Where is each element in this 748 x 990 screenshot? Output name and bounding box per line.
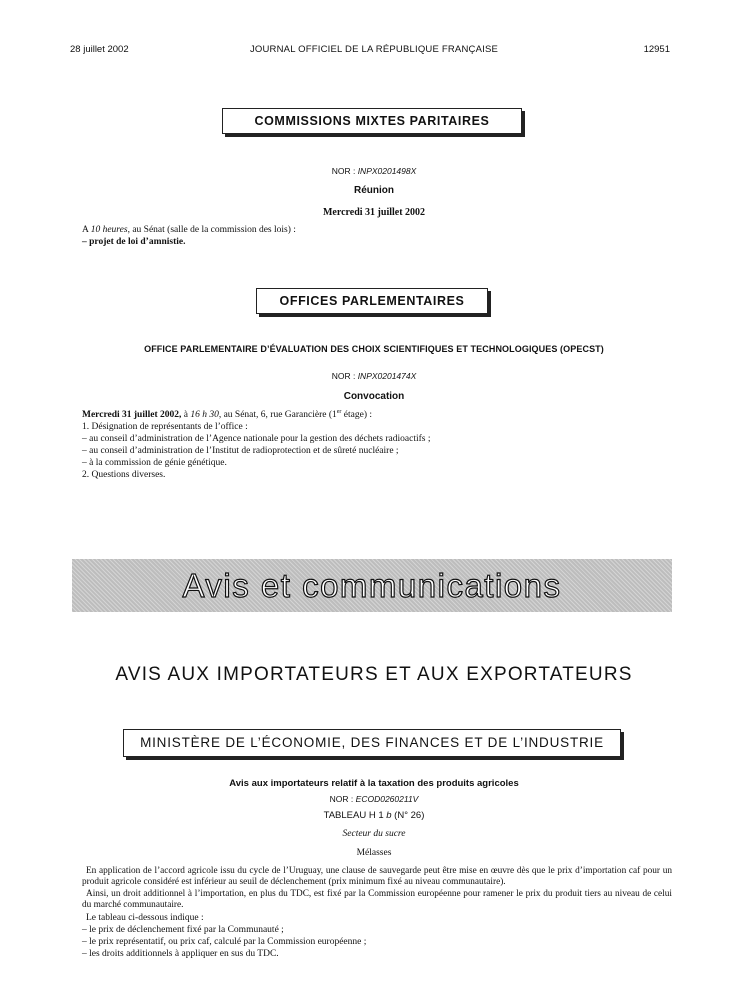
section-title-importateurs: AVIS AUX IMPORTATEURS ET AUX EXPORTATEURS [115, 664, 633, 685]
convocation-item: – à la commission de génie génétique. [82, 458, 227, 468]
meeting-location: , au Sénat (salle de la commission des lois) : [127, 225, 296, 235]
nor-code: ECOD0260211V [355, 794, 419, 804]
convocation-item: – au conseil d’administration de l’Institut de radioprotection et de sûreté nucléaire ; [82, 446, 399, 456]
convocation-location: , au Sénat, 6, rue Garancière (1 [218, 410, 337, 421]
nor-reference-3 [0, 794, 748, 804]
secteur-label: Secteur du sucre [342, 829, 406, 839]
convocation-item: 1. Désignation de représentants de l’office : [82, 422, 248, 432]
tableau-reference [0, 810, 748, 821]
list-item: – les droits additionnels à appliquer en sus du TDC. [82, 949, 279, 959]
agenda-item: – projet de loi d’amnistie. [82, 237, 186, 247]
convocation-item: 2. Questions diverses. [82, 470, 166, 480]
convocation-sup: er [336, 409, 342, 415]
paragraph-application: En application de l’accord agricole issu du cycle de l’Uruguay, une clause de sauvegarde peut être mise en œuvre dès que le prix d’importation caf pour un produit agricole considéré est inférieur au seuil de déclenchement (prix minimum fixé au niveau communautaire). [82, 866, 672, 887]
convocation-end: étage) : [341, 410, 373, 421]
avis-title: Avis aux importateurs relatif à la taxation des produits agricoles [229, 778, 519, 789]
convocation-line [82, 409, 372, 420]
list-intro: Le tableau ci-dessous indique : [86, 913, 204, 923]
meeting-time: 10 heures [90, 225, 128, 235]
office-name: OFFICE PARLEMENTAIRE D’ÉVALUATION DES CHOIX SCIENTIFIQUES ET TECHNOLOGIQUES (OPECST) [144, 344, 604, 354]
convocation-a: à [181, 410, 191, 421]
heading-reunion: Réunion [354, 185, 394, 196]
heading-convocation: Convocation [343, 391, 405, 402]
meeting-date: Mercredi 31 juillet 2002 [322, 207, 426, 218]
nor-reference-2 [0, 371, 748, 381]
section-title-offices: OFFICES PARLEMENTAIRES [256, 288, 488, 314]
meeting-line-prefix: A [82, 225, 89, 235]
product-label: Mélasses [356, 848, 392, 858]
list-item: – le prix de déclenchement fixé par la Communauté ; [82, 925, 284, 935]
convocation-date: Mercredi 31 juillet 2002, [82, 410, 182, 421]
header-page-number: 12951 [643, 44, 670, 55]
avis-communications-banner: Avis et communications [72, 559, 672, 612]
tableau-label: TABLEAU H 1 [323, 810, 387, 821]
nor-label: NOR : [329, 794, 354, 804]
nor-label: NOR : [331, 166, 356, 176]
list-item: – le prix représentatif, ou prix caf, calculé par la Commission européenne ; [82, 937, 367, 947]
convocation-item: – au conseil d’administration de l’Agence nationale pour la gestion des déchets radioactifs ; [82, 434, 431, 444]
nor-reference-1 [0, 166, 748, 176]
nor-label: NOR : [331, 371, 356, 381]
header-date: 28 juillet 2002 [70, 44, 129, 55]
tableau-letter: b [386, 810, 392, 821]
nor-code: INPX0201498X [357, 166, 417, 176]
section-title-commissions: COMMISSIONS MIXTES PARITAIRES [222, 108, 522, 134]
paragraph-droit-additionnel: Ainsi, un droit additionnel à l’importation, en plus du TDC, est fixé par la Commission européenne pour ramener le prix du produit tiers au niveau de celui du marché communautaire. [82, 889, 672, 910]
tableau-number: (N° 26) [391, 810, 425, 821]
convocation-time: 16 h 30 [190, 410, 219, 421]
header-journal-title: JOURNAL OFFICIEL DE LA RÉPUBLIQUE FRANÇAISE [249, 44, 499, 55]
ministry-title: MINISTÈRE DE L’ÉCONOMIE, DES FINANCES ET DE L’INDUSTRIE [123, 729, 621, 757]
nor-code: INPX0201474X [357, 371, 417, 381]
meeting-line [82, 225, 296, 235]
